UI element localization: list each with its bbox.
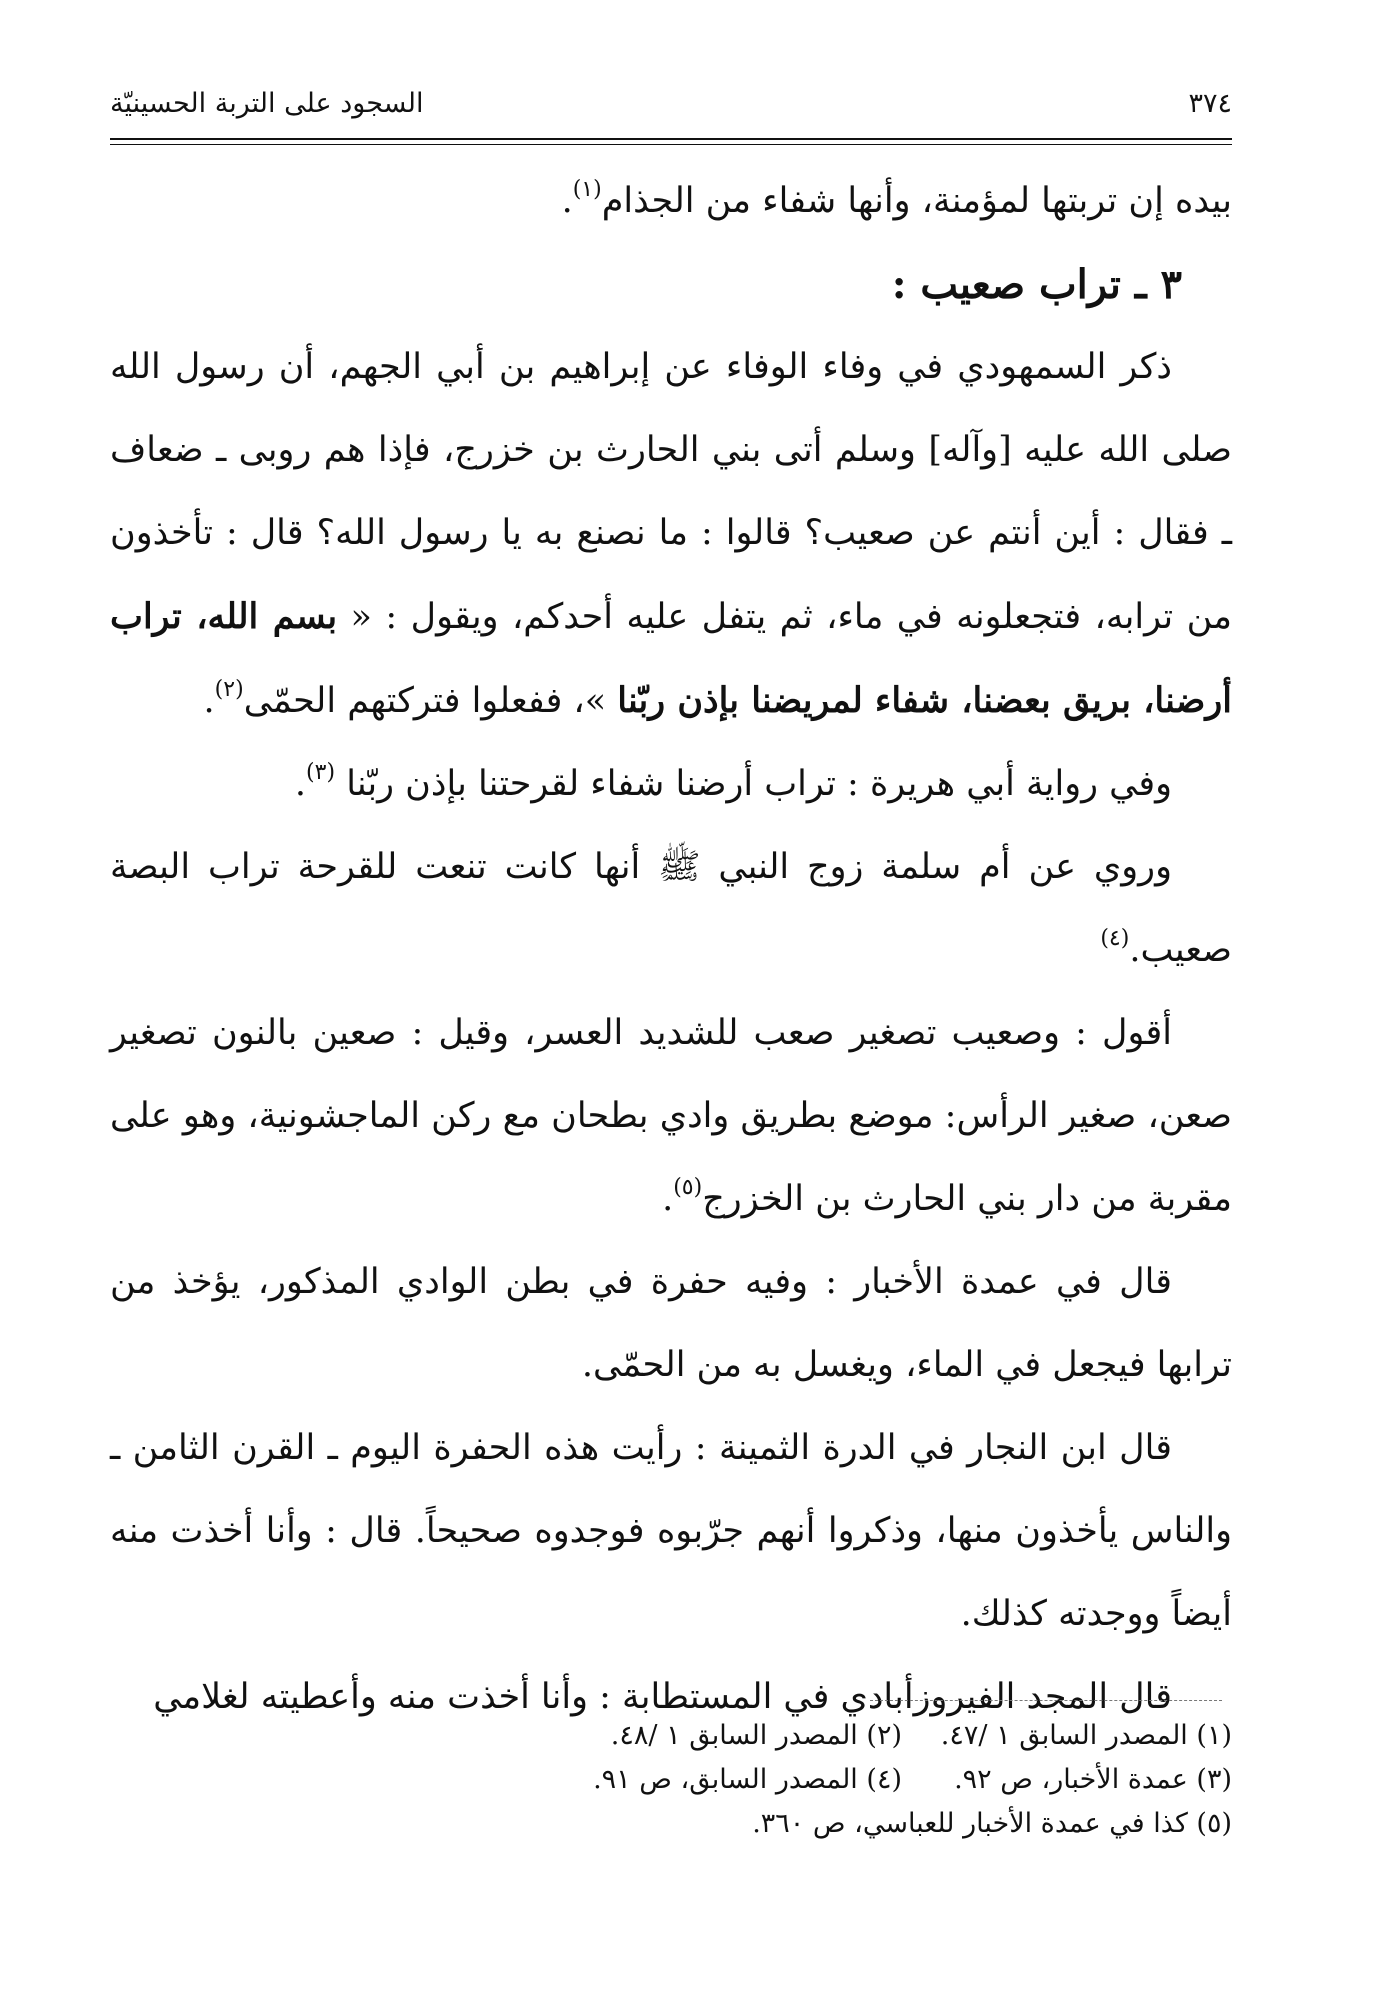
footnote-ref: (٣) [306, 760, 336, 785]
footnote: (٢) المصدر السابق ١ /٤٨. [610, 1720, 902, 1751]
paragraph: وروي عن أم سلمة زوج النبي ﷺ أنها كانت تنعت للقرحة تراب البصة صعيب.$^{(٤)}$ [110, 847, 1232, 970]
paragraph: قال في عمدة الأخبار : وفيه حفرة في بطن الوادي المذكور، يؤخذ من ترابها فيجعل في الماء، ويغسل به من الحمّى. [110, 1262, 1232, 1385]
honorific-glyph: ﷺ [658, 847, 701, 887]
page-number: ٣٧٤ [1188, 88, 1232, 119]
footnote: (٤) المصدر السابق، ص ٩١. [593, 1764, 902, 1795]
footnote: (١) المصدر السابق ١ /٤٧. [940, 1720, 1232, 1751]
footnote-row [110, 1714, 1232, 1758]
main-text [110, 160, 1232, 1739]
paragraph: قال ابن النجار في الدرة الثمينة : رأيت هذه الحفرة اليوم ـ القرن الثامن ـ والناس يأخذون منها، وذكروا أنهم جرّبوه فوجدوه صحيحاً. قال : وأنا أخذت منه أيضاً ووجدته كذلك. [110, 1428, 1232, 1634]
running-title: السجود على التربة الحسينيّة [110, 88, 424, 119]
paragraph: ذكر السمهودي في وفاء الوفاء عن إبراهيم بن أبي الجهم، أن رسول الله صلى الله عليه [وآله] وسلم أتى بني الحارث بن خزرج، فإذا هم روبى ـ ضعاف ـ فقال : أين أنتم عن صعيب؟ قالوا : ما نصنع به يا رسول الله؟ قال : تأخذون من ترابه، فتجعلونه في ماء، ثم يتفل عليه أحدكم، ويقول : « بسم الله، تراب أرضنا، بريق بعضنا، شفاء لمريضنا بإذن ربّنا »، ففعلوا فتركتهم الحمّى$^{(٢)}$. [110, 347, 1232, 721]
paragraph: قال المجد الفيروزأبادي في المستطابة : وأنا أخذت منه وأعطيته لغلامي [153, 1677, 1172, 1717]
footnote: (٥) كذا في عمدة الأخبار للعباسي، ص ٣٦٠. [752, 1808, 1232, 1839]
paragraph: أقول : وصعيب تصغير صعب للشديد العسر، وقيل : صعين بالنون تصغير صعن، صغير الرأس: موضع بطريق وادي بطحان مع ركن الماجشونية، وهو على مقربة من دار بني الحارث بن الخزرج$^{(٥)}$. [110, 1013, 1232, 1219]
paragraph: وفي رواية أبي هريرة : تراب أرضنا شفاء لقرحتنا بإذن ربّنا $^{(٣)}$. [294, 760, 1172, 804]
page-header [110, 88, 1232, 128]
header-rule [110, 138, 1232, 140]
footnote-ref: (٥) [673, 1175, 703, 1200]
section-heading: ٣ ـ تراب صعيب : [891, 261, 1182, 308]
footnote-separator [870, 1700, 1222, 1701]
footnote-ref: (٢) [214, 677, 244, 702]
footnote-ref: (٤) [1100, 926, 1130, 951]
footnote: (٣) عمدة الأخبار، ص ٩٢. [954, 1764, 1232, 1795]
paragraph: بيده إن تربتها لمؤمنة، وأنها شفاء من الجذام$^{(١)}$. [561, 177, 1232, 221]
footnote-ref: (١) [572, 177, 602, 202]
footnote-row [110, 1758, 1232, 1802]
header-rule-thin [110, 144, 1232, 145]
quoted-prayer: بسم الله، تراب أرضنا، بريق بعضنا، شفاء لمريضنا بإذن ربّنا [110, 596, 1232, 721]
footnotes [110, 1714, 1232, 1846]
